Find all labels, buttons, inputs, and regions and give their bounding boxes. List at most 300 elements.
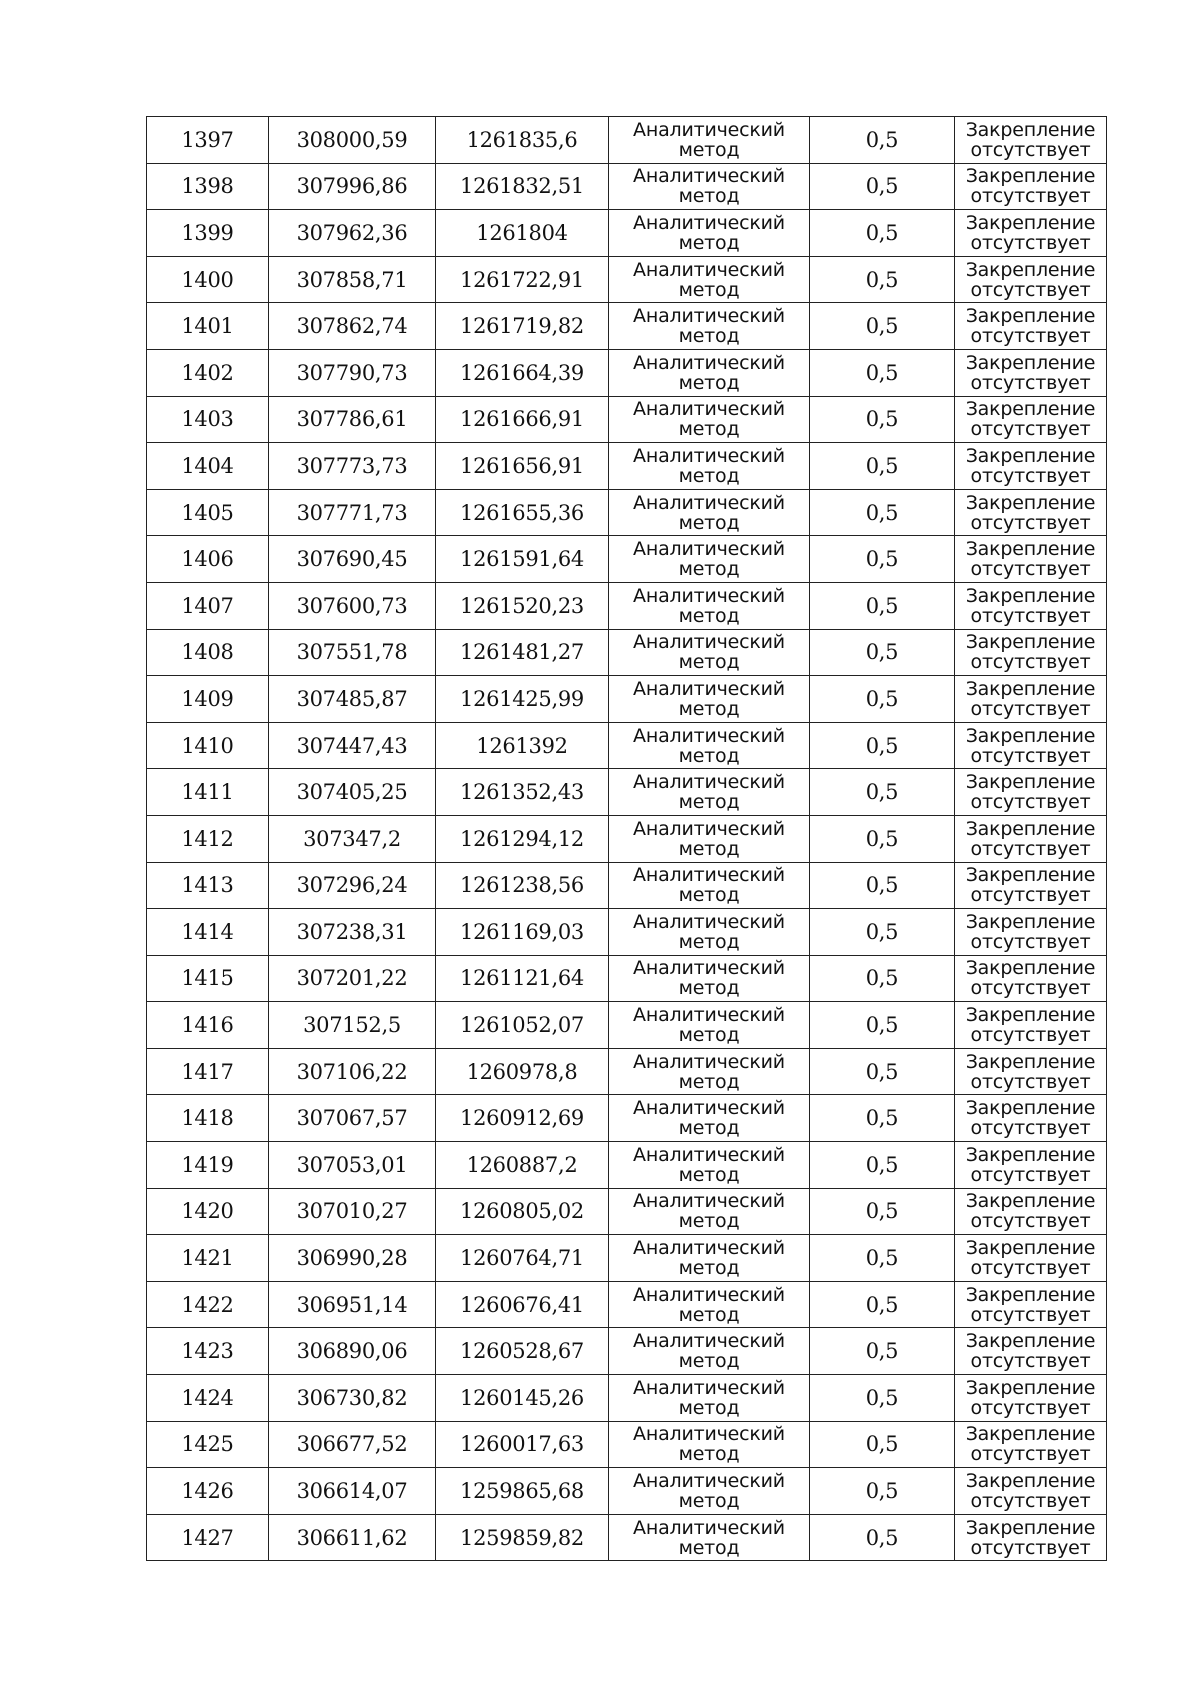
fixation-cell-line: Закрепление bbox=[965, 1237, 1096, 1260]
y-coordinate-cell: 1261392 bbox=[436, 722, 609, 769]
method-cell-line: метод bbox=[678, 604, 740, 627]
x-coordinate-cell: 306730,82 bbox=[269, 1375, 436, 1422]
fixation-cell bbox=[955, 210, 1107, 257]
method-cell bbox=[609, 909, 810, 956]
method-cell bbox=[609, 676, 810, 723]
accuracy-cell: 0,5 bbox=[810, 443, 955, 490]
table-row bbox=[147, 909, 1107, 956]
accuracy-cell: 0,5 bbox=[810, 1235, 955, 1282]
fixation-cell bbox=[955, 815, 1107, 862]
fixation-cell-line: отсутствует bbox=[970, 418, 1091, 441]
y-coordinate-cell: 1261719,82 bbox=[436, 303, 609, 350]
method-cell bbox=[609, 1375, 810, 1422]
table-row bbox=[147, 815, 1107, 862]
fixation-cell-line: Закрепление bbox=[965, 957, 1096, 980]
fixation-cell-line: Закрепление bbox=[965, 211, 1096, 234]
fixation-cell-line: отсутствует bbox=[970, 604, 1091, 627]
table-row bbox=[147, 256, 1107, 303]
method-cell-line: Аналитический bbox=[633, 631, 785, 654]
y-coordinate-cell: 1259859,82 bbox=[436, 1514, 609, 1561]
fixation-cell bbox=[955, 117, 1107, 164]
method-cell-line: метод bbox=[678, 977, 740, 1000]
method-cell-line: Аналитический bbox=[633, 491, 785, 514]
method-cell-line: метод bbox=[678, 1443, 740, 1466]
x-coordinate-cell: 306951,14 bbox=[269, 1281, 436, 1328]
point-number-cell: 1417 bbox=[147, 1048, 269, 1095]
fixation-cell bbox=[955, 396, 1107, 443]
fixation-cell bbox=[955, 1328, 1107, 1375]
fixation-cell-line: Закрепление bbox=[965, 1376, 1096, 1399]
method-cell bbox=[609, 117, 810, 164]
x-coordinate-cell: 307296,24 bbox=[269, 862, 436, 909]
y-coordinate-cell: 1260528,67 bbox=[436, 1328, 609, 1375]
fixation-cell-line: Закрепление bbox=[965, 1423, 1096, 1446]
method-cell bbox=[609, 582, 810, 629]
table-row bbox=[147, 676, 1107, 723]
method-cell-line: Аналитический bbox=[633, 864, 785, 887]
method-cell-line: Аналитический bbox=[633, 1470, 785, 1493]
method-cell-line: метод bbox=[678, 418, 740, 441]
table-row bbox=[147, 210, 1107, 257]
fixation-cell-line: отсутствует bbox=[970, 1163, 1091, 1186]
x-coordinate-cell: 307106,22 bbox=[269, 1048, 436, 1095]
x-coordinate-cell: 307010,27 bbox=[269, 1188, 436, 1235]
method-cell-line: Аналитический bbox=[633, 1330, 785, 1353]
accuracy-cell: 0,5 bbox=[810, 722, 955, 769]
fixation-cell-line: Закрепление bbox=[965, 771, 1096, 794]
x-coordinate-cell: 307485,87 bbox=[269, 676, 436, 723]
table-row bbox=[147, 1188, 1107, 1235]
fixation-cell-line: отсутствует bbox=[970, 1210, 1091, 1233]
table-row bbox=[147, 955, 1107, 1002]
y-coordinate-cell: 1261121,64 bbox=[436, 955, 609, 1002]
method-cell-line: метод bbox=[678, 791, 740, 814]
accuracy-cell: 0,5 bbox=[810, 815, 955, 862]
accuracy-cell: 0,5 bbox=[810, 862, 955, 909]
method-cell-line: Аналитический bbox=[633, 305, 785, 328]
accuracy-cell: 0,5 bbox=[810, 955, 955, 1002]
fixation-cell-line: отсутствует bbox=[970, 1303, 1091, 1326]
table-row bbox=[147, 349, 1107, 396]
fixation-cell bbox=[955, 489, 1107, 536]
fixation-cell-line: отсутствует bbox=[970, 511, 1091, 534]
method-cell-line: Аналитический bbox=[633, 258, 785, 281]
point-number-cell: 1403 bbox=[147, 396, 269, 443]
method-cell bbox=[609, 1281, 810, 1328]
fixation-cell bbox=[955, 1235, 1107, 1282]
point-number-cell: 1416 bbox=[147, 1002, 269, 1049]
point-number-cell: 1402 bbox=[147, 349, 269, 396]
method-cell bbox=[609, 349, 810, 396]
fixation-cell-line: отсутствует bbox=[970, 1396, 1091, 1419]
x-coordinate-cell: 307786,61 bbox=[269, 396, 436, 443]
method-cell-line: Аналитический bbox=[633, 1237, 785, 1260]
fixation-cell-line: отсутствует bbox=[970, 837, 1091, 860]
point-number-cell: 1424 bbox=[147, 1375, 269, 1422]
fixation-cell bbox=[955, 909, 1107, 956]
y-coordinate-cell: 1261835,6 bbox=[436, 117, 609, 164]
y-coordinate-cell: 1261722,91 bbox=[436, 256, 609, 303]
method-cell-line: Аналитический bbox=[633, 211, 785, 234]
method-cell-line: метод bbox=[678, 744, 740, 767]
method-cell-line: метод bbox=[678, 884, 740, 907]
fixation-cell-line: Закрепление bbox=[965, 1143, 1096, 1166]
table-row bbox=[147, 1421, 1107, 1468]
accuracy-cell: 0,5 bbox=[810, 489, 955, 536]
fixation-cell bbox=[955, 862, 1107, 909]
table-row bbox=[147, 629, 1107, 676]
point-number-cell: 1399 bbox=[147, 210, 269, 257]
fixation-cell-line: отсутствует bbox=[970, 977, 1091, 1000]
x-coordinate-cell: 306890,06 bbox=[269, 1328, 436, 1375]
method-cell bbox=[609, 1095, 810, 1142]
accuracy-cell: 0,5 bbox=[810, 676, 955, 723]
fixation-cell-line: Закрепление bbox=[965, 1004, 1096, 1027]
fixation-cell-line: отсутствует bbox=[970, 791, 1091, 814]
accuracy-cell: 0,5 bbox=[810, 582, 955, 629]
table-row bbox=[147, 1142, 1107, 1189]
accuracy-cell: 0,5 bbox=[810, 1048, 955, 1095]
fixation-cell bbox=[955, 1188, 1107, 1235]
x-coordinate-cell: 308000,59 bbox=[269, 117, 436, 164]
fixation-cell-line: отсутствует bbox=[970, 697, 1091, 720]
table-row bbox=[147, 396, 1107, 443]
method-cell-line: метод bbox=[678, 1257, 740, 1280]
fixation-cell-line: отсутствует bbox=[970, 930, 1091, 953]
method-cell-line: Аналитический bbox=[633, 677, 785, 700]
method-cell bbox=[609, 303, 810, 350]
fixation-cell bbox=[955, 629, 1107, 676]
method-cell-line: Аналитический bbox=[633, 1097, 785, 1120]
method-cell-line: Аналитический bbox=[633, 351, 785, 374]
method-cell-line: метод bbox=[678, 1396, 740, 1419]
point-number-cell: 1413 bbox=[147, 862, 269, 909]
method-cell-line: метод bbox=[678, 651, 740, 674]
fixation-cell bbox=[955, 536, 1107, 583]
method-cell-line: метод bbox=[678, 1163, 740, 1186]
x-coordinate-cell: 307447,43 bbox=[269, 722, 436, 769]
table-row bbox=[147, 1235, 1107, 1282]
fixation-cell-line: отсутствует bbox=[970, 744, 1091, 767]
fixation-cell-line: Закрепление bbox=[965, 118, 1096, 141]
method-cell-line: Аналитический bbox=[633, 118, 785, 141]
method-cell bbox=[609, 629, 810, 676]
fixation-cell-line: Закрепление bbox=[965, 1050, 1096, 1073]
y-coordinate-cell: 1261656,91 bbox=[436, 443, 609, 490]
accuracy-cell: 0,5 bbox=[810, 1468, 955, 1515]
method-cell bbox=[609, 1002, 810, 1049]
table-row bbox=[147, 1468, 1107, 1515]
x-coordinate-cell: 307551,78 bbox=[269, 629, 436, 676]
point-number-cell: 1426 bbox=[147, 1468, 269, 1515]
point-number-cell: 1406 bbox=[147, 536, 269, 583]
point-number-cell: 1398 bbox=[147, 163, 269, 210]
fixation-cell-line: Закрепление bbox=[965, 1190, 1096, 1213]
coordinates-table-body bbox=[147, 117, 1107, 1561]
fixation-cell-line: отсутствует bbox=[970, 1257, 1091, 1280]
method-cell-line: метод bbox=[678, 185, 740, 208]
table-row bbox=[147, 536, 1107, 583]
method-cell-line: метод bbox=[678, 1024, 740, 1047]
table-row bbox=[147, 1095, 1107, 1142]
x-coordinate-cell: 306677,52 bbox=[269, 1421, 436, 1468]
fixation-cell bbox=[955, 1421, 1107, 1468]
accuracy-cell: 0,5 bbox=[810, 536, 955, 583]
x-coordinate-cell: 307053,01 bbox=[269, 1142, 436, 1189]
method-cell bbox=[609, 489, 810, 536]
method-cell bbox=[609, 722, 810, 769]
point-number-cell: 1411 bbox=[147, 769, 269, 816]
method-cell-line: Аналитический bbox=[633, 1423, 785, 1446]
method-cell bbox=[609, 862, 810, 909]
x-coordinate-cell: 307962,36 bbox=[269, 210, 436, 257]
fixation-cell bbox=[955, 303, 1107, 350]
fixation-cell-line: Закрепление bbox=[965, 444, 1096, 467]
method-cell-line: Аналитический bbox=[633, 1143, 785, 1166]
fixation-cell-line: Закрепление bbox=[965, 1283, 1096, 1306]
x-coordinate-cell: 307405,25 bbox=[269, 769, 436, 816]
x-coordinate-cell: 307858,71 bbox=[269, 256, 436, 303]
point-number-cell: 1401 bbox=[147, 303, 269, 350]
x-coordinate-cell: 307690,45 bbox=[269, 536, 436, 583]
fixation-cell-line: Закрепление bbox=[965, 538, 1096, 561]
y-coordinate-cell: 1261804 bbox=[436, 210, 609, 257]
table-row bbox=[147, 303, 1107, 350]
table-row bbox=[147, 1048, 1107, 1095]
y-coordinate-cell: 1260764,71 bbox=[436, 1235, 609, 1282]
method-cell bbox=[609, 210, 810, 257]
method-cell bbox=[609, 1142, 810, 1189]
fixation-cell-line: Закрепление bbox=[965, 491, 1096, 514]
point-number-cell: 1410 bbox=[147, 722, 269, 769]
x-coordinate-cell: 307201,22 bbox=[269, 955, 436, 1002]
fixation-cell bbox=[955, 582, 1107, 629]
point-number-cell: 1427 bbox=[147, 1514, 269, 1561]
fixation-cell-line: отсутствует bbox=[970, 1117, 1091, 1140]
accuracy-cell: 0,5 bbox=[810, 256, 955, 303]
method-cell bbox=[609, 1235, 810, 1282]
y-coordinate-cell: 1261664,39 bbox=[436, 349, 609, 396]
fixation-cell bbox=[955, 1375, 1107, 1422]
accuracy-cell: 0,5 bbox=[810, 1095, 955, 1142]
accuracy-cell: 0,5 bbox=[810, 1188, 955, 1235]
accuracy-cell: 0,5 bbox=[810, 1375, 955, 1422]
method-cell bbox=[609, 1421, 810, 1468]
fixation-cell-line: отсутствует bbox=[970, 325, 1091, 348]
table-row bbox=[147, 1281, 1107, 1328]
table-row bbox=[147, 163, 1107, 210]
method-cell-line: метод bbox=[678, 1490, 740, 1513]
point-number-cell: 1408 bbox=[147, 629, 269, 676]
fixation-cell-line: отсутствует bbox=[970, 1070, 1091, 1093]
point-number-cell: 1397 bbox=[147, 117, 269, 164]
point-number-cell: 1405 bbox=[147, 489, 269, 536]
x-coordinate-cell: 307996,86 bbox=[269, 163, 436, 210]
x-coordinate-cell: 307790,73 bbox=[269, 349, 436, 396]
accuracy-cell: 0,5 bbox=[810, 210, 955, 257]
method-cell-line: метод bbox=[678, 837, 740, 860]
x-coordinate-cell: 307771,73 bbox=[269, 489, 436, 536]
x-coordinate-cell: 307347,2 bbox=[269, 815, 436, 862]
y-coordinate-cell: 1261352,43 bbox=[436, 769, 609, 816]
method-cell-line: метод bbox=[678, 1210, 740, 1233]
method-cell-line: метод bbox=[678, 278, 740, 301]
fixation-cell bbox=[955, 443, 1107, 490]
method-cell-line: Аналитический bbox=[633, 724, 785, 747]
fixation-cell bbox=[955, 349, 1107, 396]
fixation-cell-line: отсутствует bbox=[970, 558, 1091, 581]
fixation-cell-line: Закрепление bbox=[965, 1470, 1096, 1493]
table-row bbox=[147, 582, 1107, 629]
fixation-cell-line: отсутствует bbox=[970, 884, 1091, 907]
fixation-cell-line: отсутствует bbox=[970, 371, 1091, 394]
table-row bbox=[147, 117, 1107, 164]
fixation-cell-line: отсутствует bbox=[970, 1536, 1091, 1559]
table-row bbox=[147, 489, 1107, 536]
x-coordinate-cell: 307152,5 bbox=[269, 1002, 436, 1049]
y-coordinate-cell: 1261294,12 bbox=[436, 815, 609, 862]
table-row bbox=[147, 443, 1107, 490]
point-number-cell: 1407 bbox=[147, 582, 269, 629]
fixation-cell bbox=[955, 1281, 1107, 1328]
method-cell bbox=[609, 1514, 810, 1561]
y-coordinate-cell: 1261666,91 bbox=[436, 396, 609, 443]
accuracy-cell: 0,5 bbox=[810, 1142, 955, 1189]
x-coordinate-cell: 306990,28 bbox=[269, 1235, 436, 1282]
point-number-cell: 1404 bbox=[147, 443, 269, 490]
method-cell-line: Аналитический bbox=[633, 1190, 785, 1213]
fixation-cell-line: отсутствует bbox=[970, 185, 1091, 208]
fixation-cell bbox=[955, 1514, 1107, 1561]
y-coordinate-cell: 1260912,69 bbox=[436, 1095, 609, 1142]
accuracy-cell: 0,5 bbox=[810, 303, 955, 350]
fixation-cell bbox=[955, 256, 1107, 303]
method-cell-line: Аналитический bbox=[633, 817, 785, 840]
x-coordinate-cell: 306611,62 bbox=[269, 1514, 436, 1561]
x-coordinate-cell: 307773,73 bbox=[269, 443, 436, 490]
method-cell-line: метод bbox=[678, 231, 740, 254]
method-cell bbox=[609, 955, 810, 1002]
y-coordinate-cell: 1261481,27 bbox=[436, 629, 609, 676]
method-cell bbox=[609, 1048, 810, 1095]
x-coordinate-cell: 306614,07 bbox=[269, 1468, 436, 1515]
fixation-cell-line: Закрепление bbox=[965, 258, 1096, 281]
y-coordinate-cell: 1260978,8 bbox=[436, 1048, 609, 1095]
point-number-cell: 1400 bbox=[147, 256, 269, 303]
fixation-cell bbox=[955, 1095, 1107, 1142]
method-cell-line: Аналитический bbox=[633, 1004, 785, 1027]
method-cell-line: метод bbox=[678, 511, 740, 534]
fixation-cell-line: отсутствует bbox=[970, 231, 1091, 254]
fixation-cell-line: Закрепление bbox=[965, 351, 1096, 374]
accuracy-cell: 0,5 bbox=[810, 396, 955, 443]
fixation-cell bbox=[955, 676, 1107, 723]
point-number-cell: 1409 bbox=[147, 676, 269, 723]
fixation-cell bbox=[955, 1468, 1107, 1515]
method-cell bbox=[609, 256, 810, 303]
y-coordinate-cell: 1261238,56 bbox=[436, 862, 609, 909]
table-row bbox=[147, 1375, 1107, 1422]
accuracy-cell: 0,5 bbox=[810, 769, 955, 816]
fixation-cell-line: Закрепление bbox=[965, 817, 1096, 840]
point-number-cell: 1420 bbox=[147, 1188, 269, 1235]
fixation-cell bbox=[955, 1002, 1107, 1049]
point-number-cell: 1419 bbox=[147, 1142, 269, 1189]
y-coordinate-cell: 1261425,99 bbox=[436, 676, 609, 723]
method-cell-line: метод bbox=[678, 1303, 740, 1326]
fixation-cell-line: Закрепление bbox=[965, 724, 1096, 747]
x-coordinate-cell: 307238,31 bbox=[269, 909, 436, 956]
fixation-cell bbox=[955, 1142, 1107, 1189]
accuracy-cell: 0,5 bbox=[810, 629, 955, 676]
accuracy-cell: 0,5 bbox=[810, 1002, 955, 1049]
accuracy-cell: 0,5 bbox=[810, 349, 955, 396]
method-cell-line: Аналитический bbox=[633, 398, 785, 421]
method-cell-line: Аналитический bbox=[633, 910, 785, 933]
fixation-cell bbox=[955, 1048, 1107, 1095]
fixation-cell-line: отсутствует bbox=[970, 464, 1091, 487]
y-coordinate-cell: 1261520,23 bbox=[436, 582, 609, 629]
method-cell-line: Аналитический bbox=[633, 538, 785, 561]
y-coordinate-cell: 1260676,41 bbox=[436, 1281, 609, 1328]
y-coordinate-cell: 1260017,63 bbox=[436, 1421, 609, 1468]
table-row bbox=[147, 1002, 1107, 1049]
point-number-cell: 1425 bbox=[147, 1421, 269, 1468]
fixation-cell-line: Закрепление bbox=[965, 677, 1096, 700]
method-cell-line: метод bbox=[678, 930, 740, 953]
method-cell-line: Аналитический bbox=[633, 1050, 785, 1073]
y-coordinate-cell: 1261052,07 bbox=[436, 1002, 609, 1049]
method-cell bbox=[609, 443, 810, 490]
accuracy-cell: 0,5 bbox=[810, 117, 955, 164]
accuracy-cell: 0,5 bbox=[810, 1514, 955, 1561]
method-cell-line: Аналитический bbox=[633, 771, 785, 794]
method-cell bbox=[609, 396, 810, 443]
method-cell-line: метод bbox=[678, 464, 740, 487]
table-row bbox=[147, 1514, 1107, 1561]
x-coordinate-cell: 307862,74 bbox=[269, 303, 436, 350]
method-cell-line: Аналитический bbox=[633, 1516, 785, 1539]
table-row bbox=[147, 1328, 1107, 1375]
method-cell bbox=[609, 1468, 810, 1515]
y-coordinate-cell: 1259865,68 bbox=[436, 1468, 609, 1515]
fixation-cell-line: Закрепление bbox=[965, 1097, 1096, 1120]
method-cell-line: Аналитический bbox=[633, 1283, 785, 1306]
accuracy-cell: 0,5 bbox=[810, 1328, 955, 1375]
point-number-cell: 1421 bbox=[147, 1235, 269, 1282]
method-cell-line: метод bbox=[678, 1350, 740, 1373]
method-cell-line: Аналитический bbox=[633, 444, 785, 467]
fixation-cell-line: Закрепление bbox=[965, 631, 1096, 654]
fixation-cell bbox=[955, 722, 1107, 769]
method-cell bbox=[609, 769, 810, 816]
method-cell-line: Аналитический bbox=[633, 584, 785, 607]
fixation-cell bbox=[955, 769, 1107, 816]
method-cell bbox=[609, 1188, 810, 1235]
y-coordinate-cell: 1260805,02 bbox=[436, 1188, 609, 1235]
point-number-cell: 1423 bbox=[147, 1328, 269, 1375]
method-cell-line: метод bbox=[678, 138, 740, 161]
y-coordinate-cell: 1261832,51 bbox=[436, 163, 609, 210]
x-coordinate-cell: 307600,73 bbox=[269, 582, 436, 629]
method-cell bbox=[609, 163, 810, 210]
fixation-cell-line: Закрепление bbox=[965, 1330, 1096, 1353]
accuracy-cell: 0,5 bbox=[810, 1281, 955, 1328]
point-number-cell: 1412 bbox=[147, 815, 269, 862]
method-cell-line: Аналитический bbox=[633, 957, 785, 980]
method-cell-line: метод bbox=[678, 371, 740, 394]
y-coordinate-cell: 1261655,36 bbox=[436, 489, 609, 536]
